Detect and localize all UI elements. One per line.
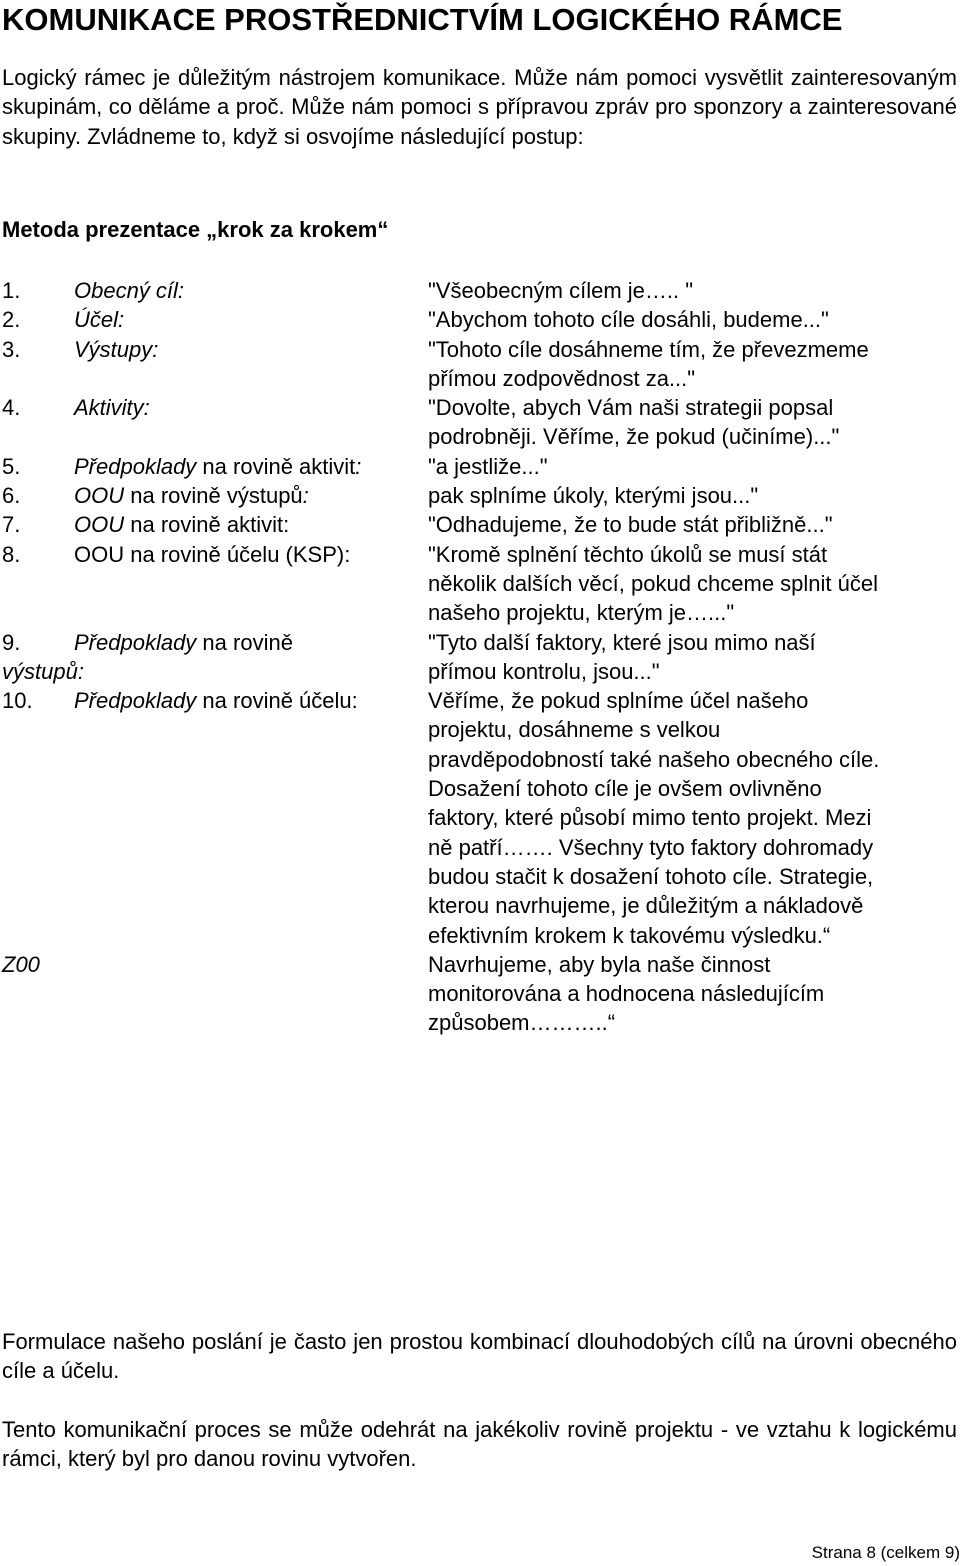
step-text: "a jestliže..." xyxy=(428,453,548,479)
step-text: "Všeobecným cílem je….. " xyxy=(428,278,694,303)
step-item xyxy=(2,276,952,305)
body-paragraph: Formulace našeho poslání je často jen prostou kombinací dlouhodobých cílů na úrovni obecného cíle a účelu. xyxy=(2,1329,957,1384)
step-number: 6. xyxy=(2,483,21,509)
step-item xyxy=(2,393,952,452)
step-item xyxy=(2,335,952,394)
section-subheading: Metoda prezentace „krok za krokem“ xyxy=(2,217,389,242)
step-label: OOU na rovině účelu (KSP): xyxy=(74,541,351,567)
step-item xyxy=(2,950,952,1038)
step-label: Výstupy: xyxy=(74,336,159,362)
step-text: "Dovolte, abych Vám naši strategii popsal podrobněji. Věříme, že pokud (učiníme)..." xyxy=(428,395,840,450)
step-number: 10. xyxy=(2,688,33,714)
step-number: 8. xyxy=(2,541,21,567)
step-label: OOU na rovině aktivit: xyxy=(74,512,290,538)
step-number: 4. xyxy=(2,395,21,421)
page-title: KOMUNIKACE PROSTŘEDNICTVÍM LOGICKÉHO RÁMCE xyxy=(2,2,843,37)
page-number-footer: Strana 8 (celkem 9) xyxy=(811,1543,960,1562)
step-number: 1. xyxy=(2,278,21,303)
step-item xyxy=(2,481,952,510)
step-item xyxy=(2,540,952,628)
step-text: "Kromě splnění těchto úkolů se musí stát několik dalších věcí, pokud chceme splnit účel našeho projektu, kterým je…..." xyxy=(428,541,879,626)
step-text: "Tyto další faktory, které jsou mimo naší přímou kontrolu, jsou..." xyxy=(428,629,816,684)
step-item xyxy=(2,628,952,687)
step-text: "Tohoto cíle dosáhneme tím, že převezmeme přímou zodpovědnost za..." xyxy=(428,336,869,391)
body-paragraph: Tento komunikační proces se může odehrát na jakékoliv rovině projektu - ve vztahu k logickému rámci, který byl pro danou rovinu vytvořen. xyxy=(2,1417,957,1472)
step-label xyxy=(74,950,428,1038)
intro-paragraph: Logický rámec je důležitým nástrojem komunikace. Může nám pomoci vysvětlit zainteresovaným skupinám, co děláme a proč. Může nám pomoci s přípravou zpráv pro sponzory a zainteresované skupiny. Zvládneme to, když si osvojíme následující postup: xyxy=(2,65,957,149)
step-label: Účel: xyxy=(74,307,125,333)
step-text: "Odhadujeme, že to bude stát přibližně..." xyxy=(428,512,833,538)
step-text: "Abychom tohoto cíle dosáhli, budeme..." xyxy=(428,307,829,333)
step-label: Předpoklady na rovině účelu: xyxy=(74,688,358,714)
step-number: 7. xyxy=(2,512,21,538)
step-label: 9. Předpoklady na rovině výstupů: xyxy=(2,629,293,684)
step-label: Aktivity: xyxy=(74,395,150,421)
step-item xyxy=(2,510,952,539)
step-number: 3. xyxy=(2,336,21,362)
step-label: OOU na rovině výstupů: xyxy=(74,483,309,509)
step-number: 5. xyxy=(2,453,21,479)
step-text: pak splníme úkoly, kterými jsou..." xyxy=(428,483,759,509)
step-label: Obecný cíl: xyxy=(74,278,185,303)
step-number: Z00 xyxy=(2,951,40,977)
steps-list xyxy=(2,276,952,1038)
step-number: 2. xyxy=(2,307,21,333)
step-text: Navrhujeme, aby byla naše činnost monitorována a hodnocena následujícím způsobem………..“ xyxy=(428,951,825,1036)
step-text: Věříme, že pokud splníme účel našeho projektu, dosáhneme s velkou pravděpodobností také našeho obecného cíle. Dosažení tohoto cíle je ovšem ovlivněno faktory, které působí mimo tento projekt. Mezi ně patří……. Všechny tyto faktory dohromady budou stačit k dosažení tohoto cíle. Strategie, kterou navrhujeme, je důležitým a nákladově efektivním krokem k takovému výsledku.“ xyxy=(428,688,880,948)
step-item xyxy=(2,305,952,334)
step-item xyxy=(2,452,952,481)
step-item xyxy=(2,686,952,950)
step-label: Předpoklady na rovině aktivit: xyxy=(74,453,362,479)
